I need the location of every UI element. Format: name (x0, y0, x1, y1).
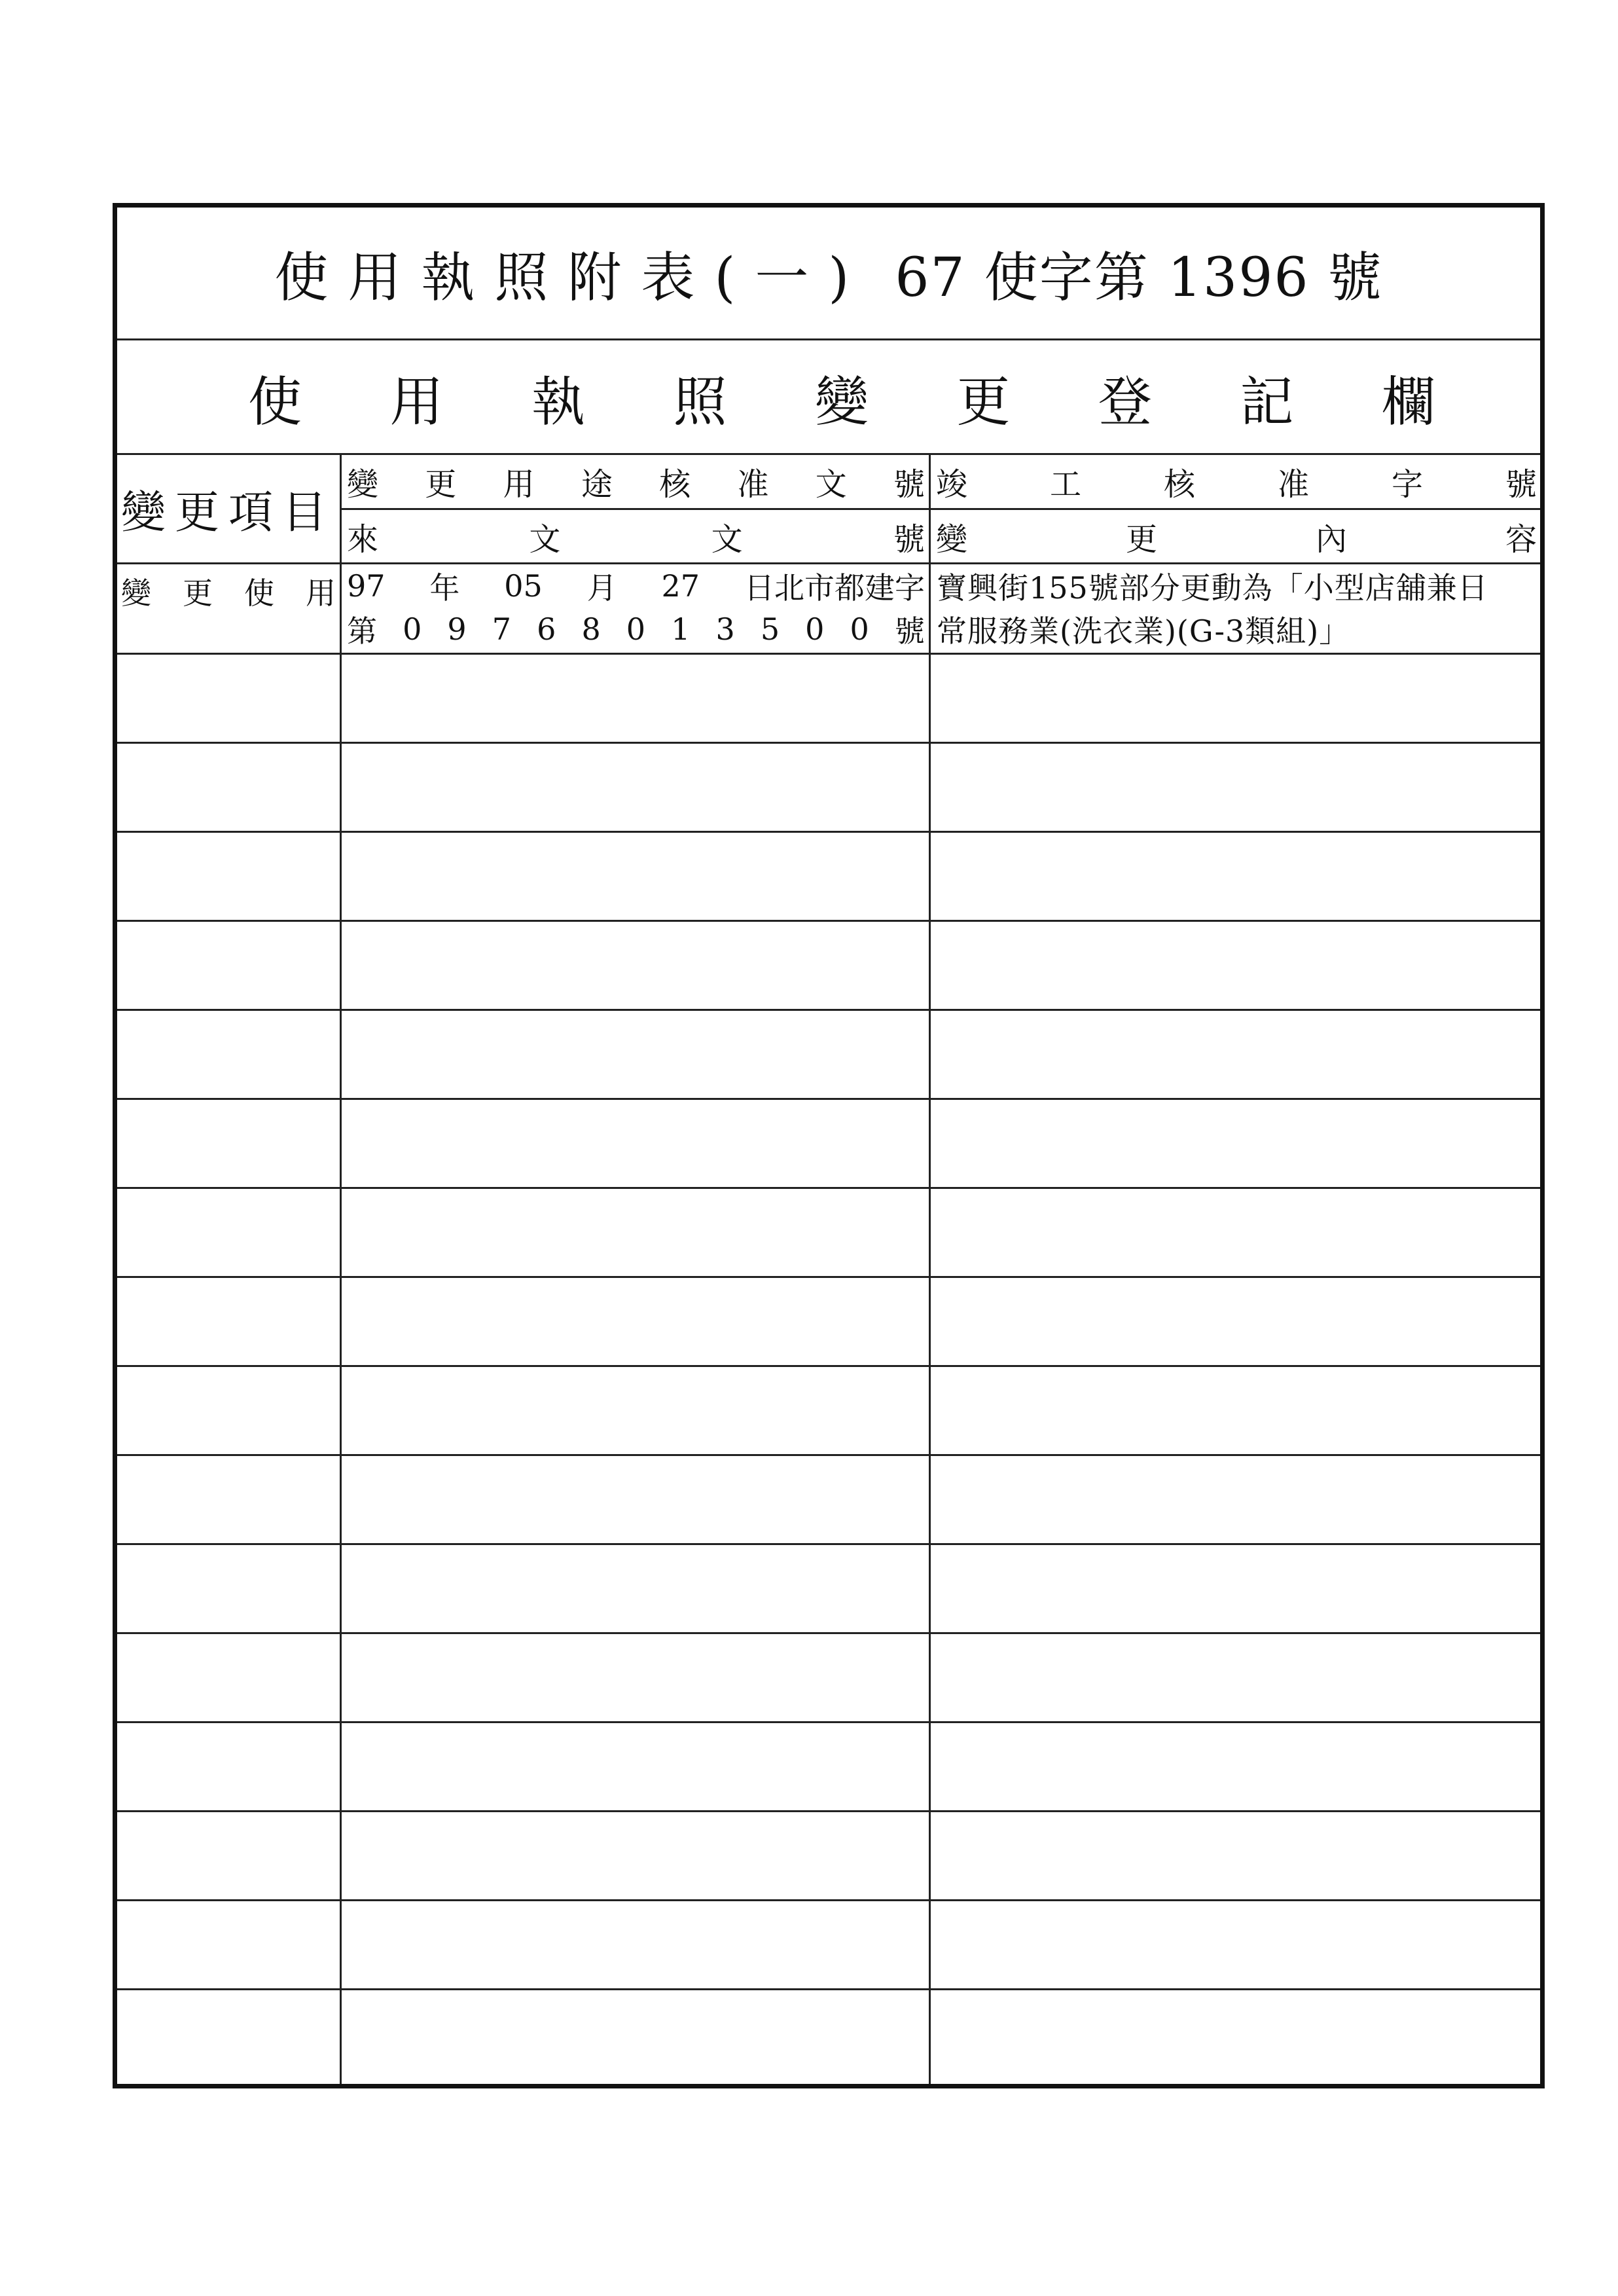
row-divider (117, 1899, 1540, 1901)
row-divider (117, 742, 1540, 744)
row-divider (117, 1276, 1540, 1278)
column-divider (340, 453, 342, 2084)
row-divider (117, 1810, 1540, 1812)
row-divider (117, 1632, 1540, 1634)
column-header-incoming-doc: 來 文 文 號 (347, 520, 925, 558)
registration-form-frame (113, 203, 1545, 2088)
form-title (117, 208, 1540, 338)
column-header-change-content: 變 更 內 容 (936, 520, 1537, 558)
row-divider (117, 653, 1540, 655)
row-divider (117, 1365, 1540, 1367)
row-divider (117, 831, 1540, 833)
row-divider (117, 1721, 1540, 1723)
row-content-line2: 常服務業(洗衣業)(G-3類組)」 (937, 613, 1350, 649)
row-item: 變 更 使 用 (121, 575, 336, 611)
row-divider (117, 1098, 1540, 1100)
row-divider (117, 1187, 1540, 1189)
column-header-item: 變更項目 (120, 486, 336, 539)
form-title-text: 使用執照附表(一) (274, 246, 869, 309)
row-doc-line2: 第 0 9 7 6 8 0 1 3 5 0 0 號 (347, 611, 925, 649)
divider (117, 338, 1540, 340)
row-content-line1: 寶興街155號部分更動為「小型店舖兼日 (937, 570, 1488, 606)
row-divider (117, 1988, 1540, 1990)
column-divider (929, 453, 931, 2084)
row-divider (117, 1009, 1540, 1011)
license-number: 67 使字第 1396 號 (895, 246, 1383, 309)
divider (342, 508, 1540, 510)
column-header-completion-doc: 竣 工 核 准 字 號 (936, 465, 1537, 503)
column-header-approval-doc: 變 更 用 途 核 准 文 號 (347, 465, 925, 503)
row-divider (117, 1543, 1540, 1545)
row-divider (117, 920, 1540, 922)
row-doc-line1: 97 年 05 月 27 日北市都建字 (347, 568, 925, 606)
row-divider (117, 1454, 1540, 1456)
section-title: 使 用 執 照 變 更 登 記 欄 (248, 371, 1435, 433)
